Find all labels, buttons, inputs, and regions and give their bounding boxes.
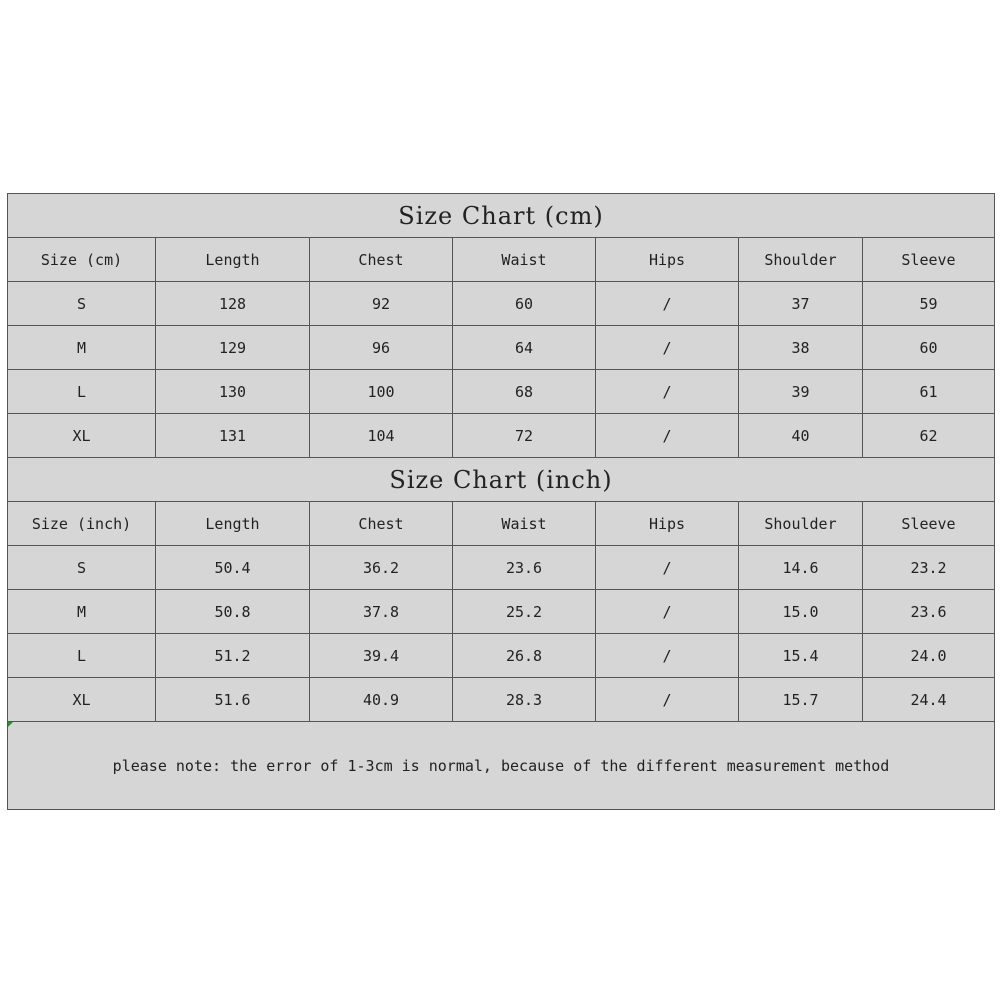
- header-cell: Hips: [596, 238, 739, 282]
- table-row: [8, 590, 995, 634]
- value-cell: 23.6: [863, 590, 995, 634]
- header-cell: Hips: [596, 502, 739, 546]
- value-cell: 23.6: [453, 546, 596, 590]
- inch-title-row: [8, 458, 995, 502]
- value-cell: 128: [156, 282, 310, 326]
- note-row: [8, 722, 995, 810]
- size-chart-table: [7, 193, 995, 810]
- measurement-note: please note: the error of 1-3cm is normal, because of the different measurement method: [112, 756, 890, 775]
- value-cell: 104: [310, 414, 453, 458]
- value-cell: /: [596, 678, 739, 722]
- header-cell: Chest: [310, 502, 453, 546]
- header-cell: Shoulder: [739, 238, 863, 282]
- value-cell: 61: [863, 370, 995, 414]
- cm-title-row: [8, 194, 995, 238]
- size-cell: XL: [8, 678, 156, 722]
- table-row: [8, 414, 995, 458]
- value-cell: 68: [453, 370, 596, 414]
- value-cell: 59: [863, 282, 995, 326]
- header-cell: Shoulder: [739, 502, 863, 546]
- value-cell: 38: [739, 326, 863, 370]
- table-row: [8, 546, 995, 590]
- header-cell: Waist: [453, 238, 596, 282]
- measurement-note-cell: [8, 722, 995, 810]
- value-cell: 100: [310, 370, 453, 414]
- size-cell: M: [8, 326, 156, 370]
- value-cell: 131: [156, 414, 310, 458]
- value-cell: 28.3: [453, 678, 596, 722]
- value-cell: 96: [310, 326, 453, 370]
- value-cell: 36.2: [310, 546, 453, 590]
- value-cell: 129: [156, 326, 310, 370]
- header-cell: Sleeve: [863, 238, 995, 282]
- value-cell: 51.2: [156, 634, 310, 678]
- value-cell: 40.9: [310, 678, 453, 722]
- table-row: [8, 634, 995, 678]
- value-cell: /: [596, 546, 739, 590]
- size-cell: L: [8, 634, 156, 678]
- value-cell: 15.7: [739, 678, 863, 722]
- header-cell: Waist: [453, 502, 596, 546]
- header-cell: Length: [156, 502, 310, 546]
- value-cell: 50.4: [156, 546, 310, 590]
- header-cell: Chest: [310, 238, 453, 282]
- cm-chart-title: Size Chart (cm): [8, 194, 995, 238]
- header-cell: Sleeve: [863, 502, 995, 546]
- value-cell: 72: [453, 414, 596, 458]
- size-cell: L: [8, 370, 156, 414]
- value-cell: 50.8: [156, 590, 310, 634]
- value-cell: 60: [863, 326, 995, 370]
- header-cell: Size (inch): [8, 502, 156, 546]
- value-cell: 37: [739, 282, 863, 326]
- value-cell: 62: [863, 414, 995, 458]
- value-cell: /: [596, 414, 739, 458]
- value-cell: 130: [156, 370, 310, 414]
- value-cell: 39.4: [310, 634, 453, 678]
- value-cell: 15.0: [739, 590, 863, 634]
- value-cell: 14.6: [739, 546, 863, 590]
- table-row: [8, 282, 995, 326]
- table-row: [8, 370, 995, 414]
- value-cell: 64: [453, 326, 596, 370]
- value-cell: /: [596, 370, 739, 414]
- inch-header-row: [8, 502, 995, 546]
- value-cell: 92: [310, 282, 453, 326]
- size-cell: M: [8, 590, 156, 634]
- value-cell: /: [596, 326, 739, 370]
- table-row: [8, 678, 995, 722]
- value-cell: 40: [739, 414, 863, 458]
- value-cell: /: [596, 590, 739, 634]
- value-cell: 25.2: [453, 590, 596, 634]
- cm-header-row: [8, 238, 995, 282]
- value-cell: 60: [453, 282, 596, 326]
- size-cell: XL: [8, 414, 156, 458]
- size-chart-sheet: [7, 193, 994, 810]
- header-cell: Size (cm): [8, 238, 156, 282]
- value-cell: 24.4: [863, 678, 995, 722]
- value-cell: 26.8: [453, 634, 596, 678]
- size-cell: S: [8, 546, 156, 590]
- corner-marker-icon: [8, 722, 13, 727]
- header-cell: Length: [156, 238, 310, 282]
- value-cell: 15.4: [739, 634, 863, 678]
- value-cell: /: [596, 634, 739, 678]
- size-cell: S: [8, 282, 156, 326]
- value-cell: 51.6: [156, 678, 310, 722]
- value-cell: /: [596, 282, 739, 326]
- table-row: [8, 326, 995, 370]
- value-cell: 39: [739, 370, 863, 414]
- value-cell: 23.2: [863, 546, 995, 590]
- inch-chart-title: Size Chart (inch): [8, 458, 995, 502]
- value-cell: 24.0: [863, 634, 995, 678]
- value-cell: 37.8: [310, 590, 453, 634]
